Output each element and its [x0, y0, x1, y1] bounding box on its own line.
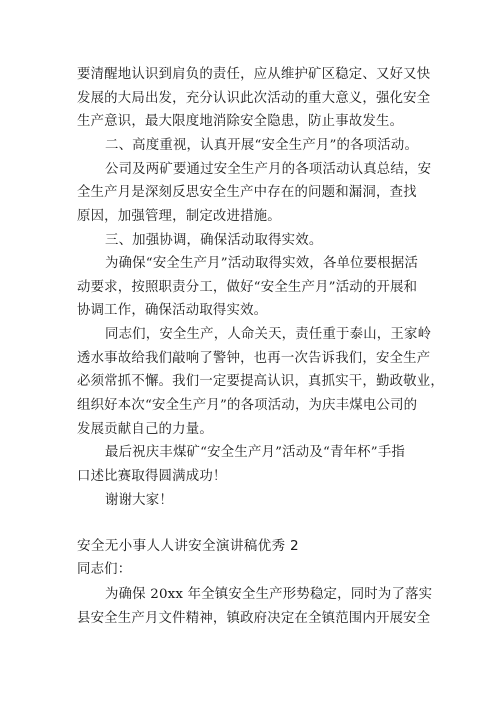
section-heading: 二、高度重视，认真开展“安全生产月”的各项活动。 — [105, 138, 419, 153]
paragraph-line: 最后祝庆丰煤矿“安全生产月”活动及“青年杯”手指 — [105, 445, 405, 460]
document-title: 安全无小事人人讲安全演讲稿优秀 2 — [77, 538, 299, 554]
section-heading: 三、加强协调，确保活动取得实效。 — [105, 233, 323, 248]
paragraph-line: 发展贡献自己的力量。 — [77, 422, 213, 437]
paragraph-line: 必须常抓不懈。我们一定要提高认识，真抓实干，勤政敬业， — [77, 374, 444, 389]
paragraph-line: 口述比赛取得圆满成功！ — [77, 469, 227, 484]
paragraph-line: 协调工作，确保活动取得实效。 — [77, 303, 268, 318]
paragraph-line: 动要求，按照职责分工，做好“安全生产月”活动的开展和 — [77, 280, 418, 295]
closing-line: 谢谢大家！ — [105, 493, 173, 508]
paragraph-line: 组织好本次“安全生产月”的各项活动，为庆丰煤电公司的 — [77, 398, 418, 413]
paragraph-line: 为确保“安全生产月”活动取得实效，各单位要根据活 — [105, 256, 419, 271]
paragraph-line: 全生产月是深刻反思安全生产中存在的问题和漏洞，查找 — [77, 185, 417, 200]
paragraph-line: 同志们，安全生产，人命关天，责任重于泰山，王家岭 — [105, 327, 432, 342]
paragraph-line: 生产意识，最大限度地消除安全隐患，防止事故发生。 — [77, 114, 404, 129]
paragraph-line: 为确保 20xx 年全镇安全生产形势稳定，同时为了落实 — [105, 587, 433, 602]
paragraph-line: 透水事故给我们敲响了警钟，也再一次告诉我们，安全生产 — [77, 351, 431, 366]
paragraph-line: 县安全生产月文件精神，镇政府决定在全镇范围内开展安全 — [77, 611, 431, 626]
paragraph-line: 公司及两矿要通过安全生产月的各项活动认真总结，安 — [105, 162, 432, 177]
paragraph-line: 发展的大局出发，充分认识此次活动的重大意义，强化安全 — [77, 91, 431, 106]
paragraph-line: 原因，加强管理，制定改进措施。 — [77, 209, 281, 224]
salutation: 同志们： — [77, 562, 132, 577]
paragraph-line: 要清醒地认识到肩负的责任，应从维护矿区稳定、又好又快 — [77, 67, 431, 82]
